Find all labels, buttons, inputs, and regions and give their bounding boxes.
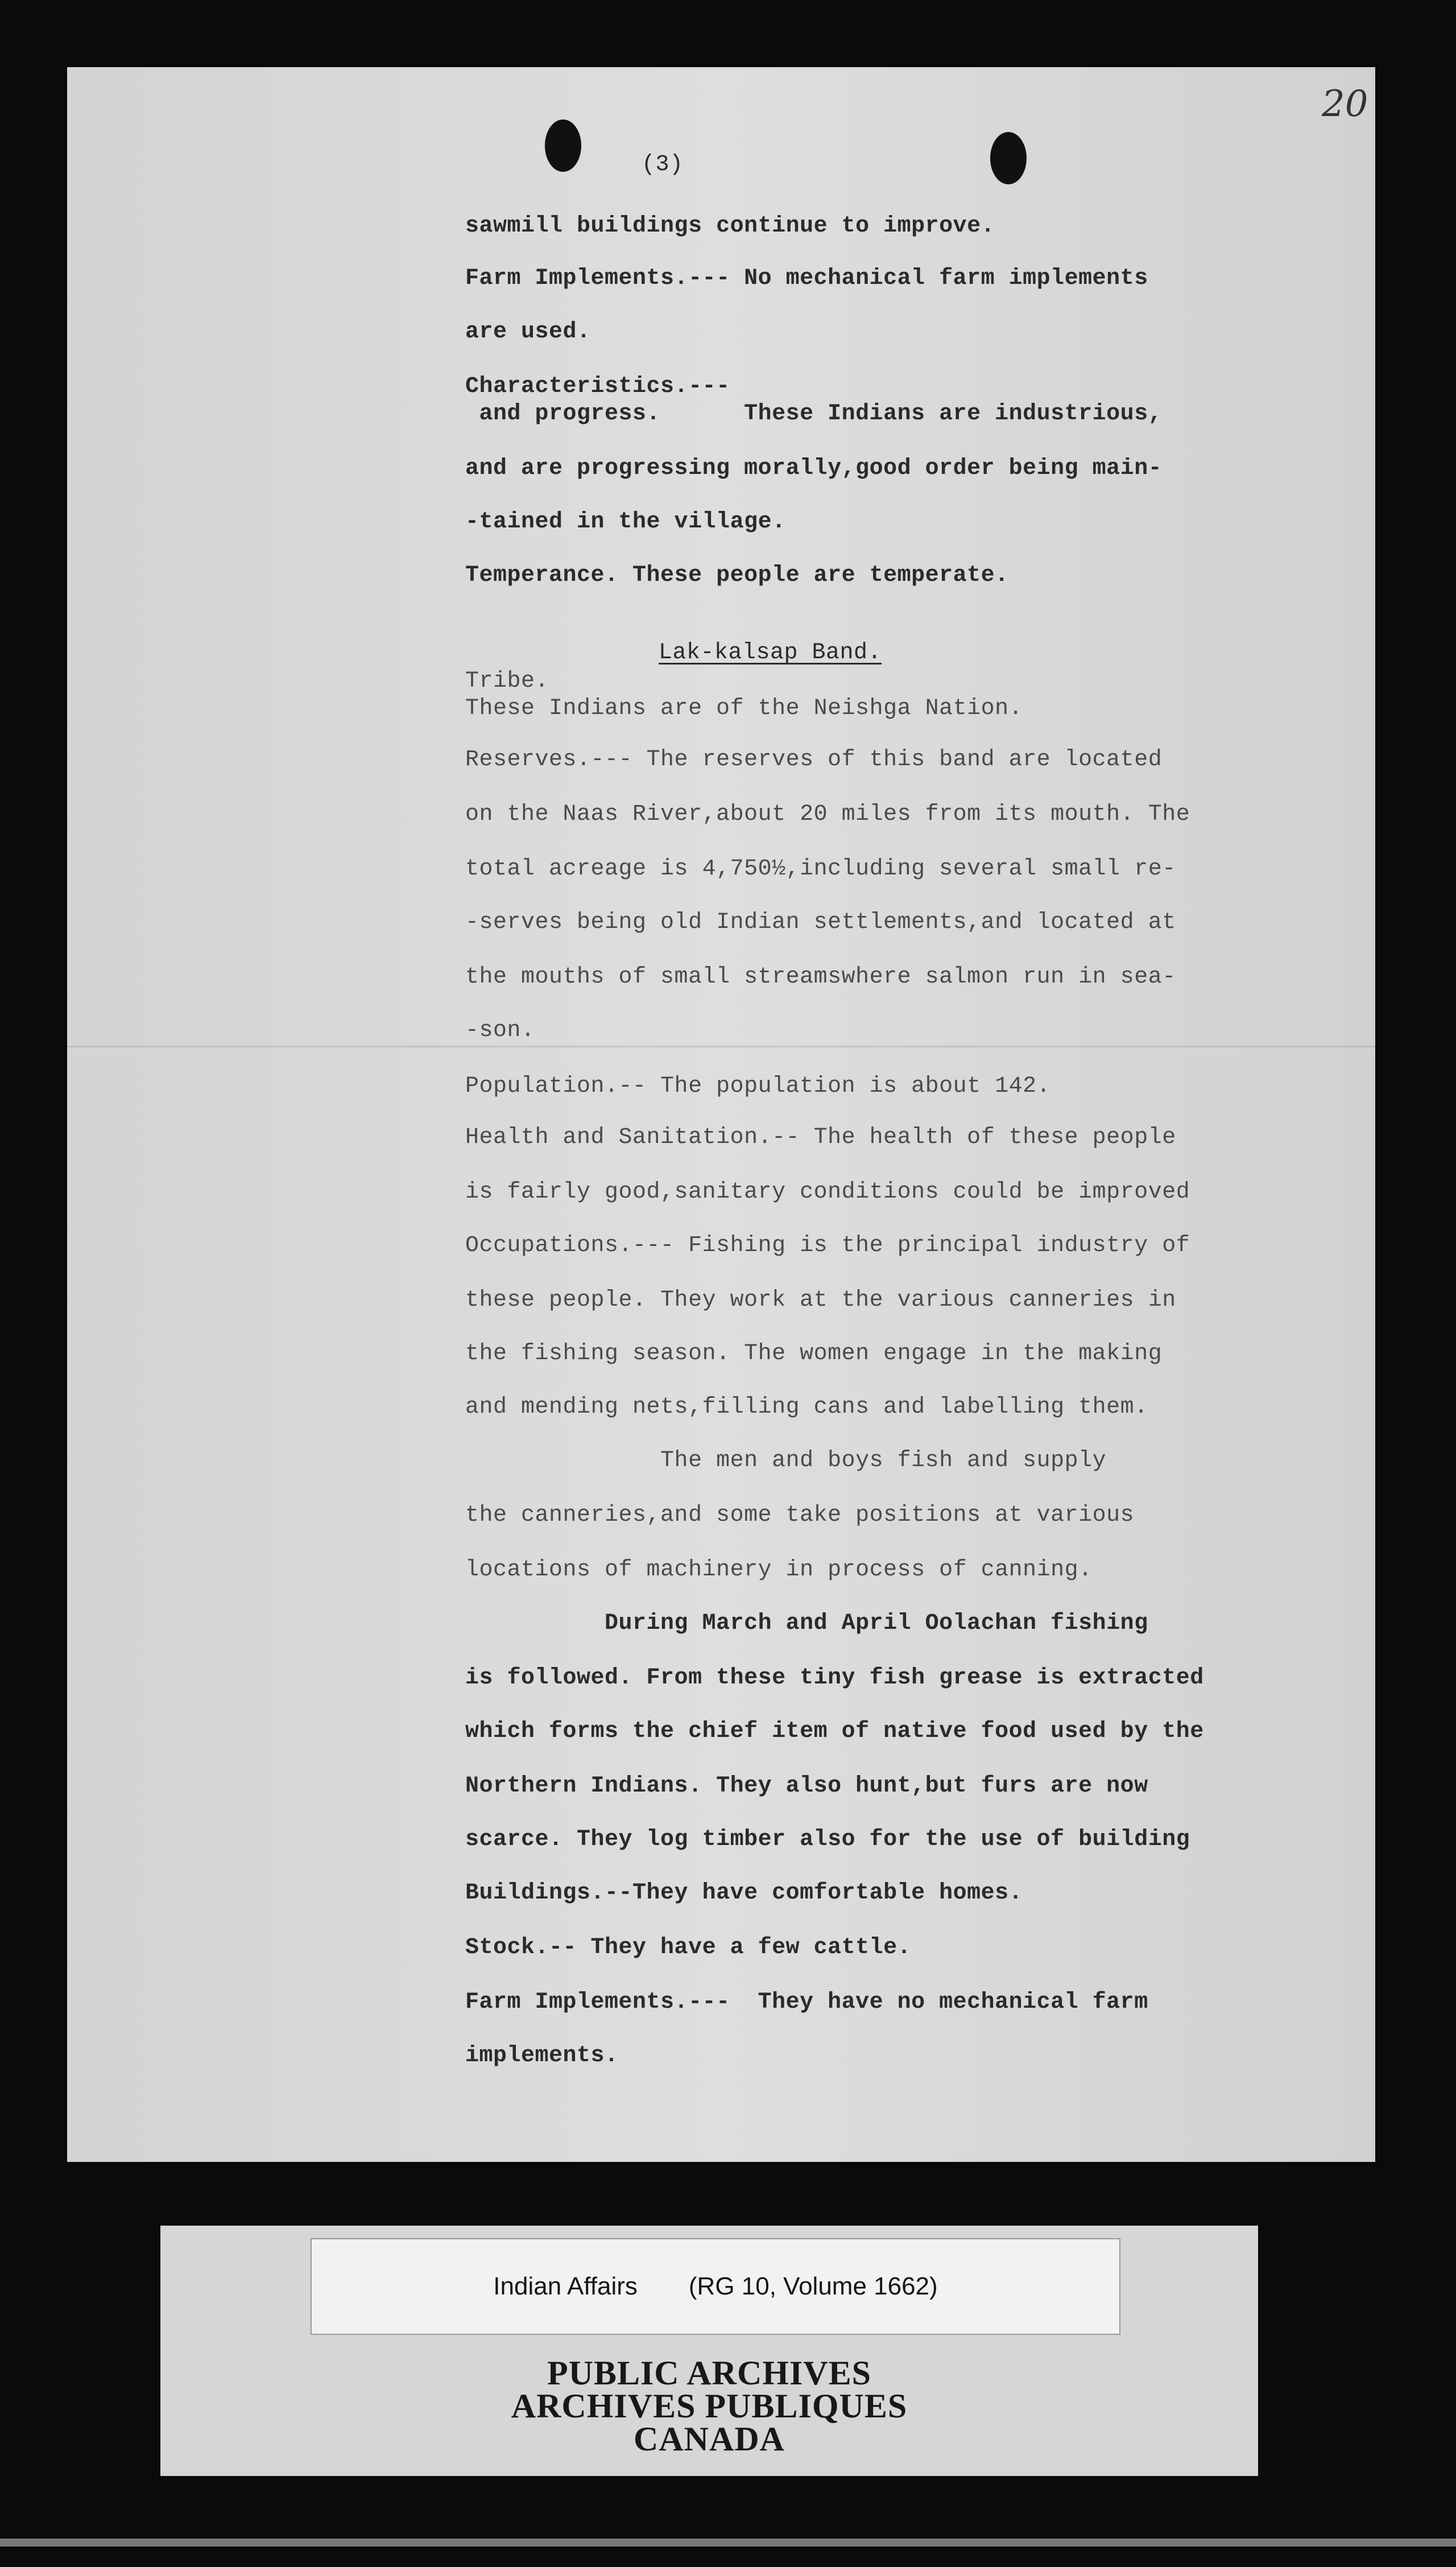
text-line: Health and Sanitation.-- The health of these people xyxy=(465,1125,1176,1150)
text-line: these people. They work at the various canneries in xyxy=(465,1287,1176,1313)
text-line: sawmill buildings continue to improve. xyxy=(465,213,995,239)
text-line: the canneries,and some take positions at various xyxy=(465,1503,1135,1528)
text-line: Farm Implements.--- No mechanical farm implements xyxy=(465,266,1148,291)
text-line: Stock.-- They have a few cattle. xyxy=(465,1935,912,1961)
text-line: total acreage is 4,750½,including several small re- xyxy=(465,856,1176,882)
text-line: scarce. They log timber also for the use of building xyxy=(465,1827,1190,1852)
text-line: Population.-- The population is about 142. xyxy=(465,1074,1051,1099)
text-line: Occupations.--- Fishing is the principal industry of xyxy=(465,1233,1190,1258)
punch-hole-left xyxy=(545,119,581,172)
text-line: Temperance. These people are temperate. xyxy=(465,563,1009,588)
stamp-line: CANADA xyxy=(634,2420,785,2458)
archive-label xyxy=(160,2226,1258,2476)
text-line: and are progressing morally,good order being main- xyxy=(465,456,1163,481)
bottom-strip xyxy=(0,2539,1456,2547)
text-line: -tained in the village. xyxy=(465,509,786,535)
text-line: which forms the chief item of native food used by the xyxy=(465,1719,1204,1744)
text-line: is fairly good,sanitary conditions could be improved xyxy=(465,1179,1190,1205)
page-fold-line xyxy=(67,1046,1375,1047)
text-line: are used. xyxy=(465,319,591,345)
document-page xyxy=(67,67,1375,2162)
text-line: Northern Indians. They also hunt,but furs are now xyxy=(465,1773,1148,1799)
archive-stamp xyxy=(160,2354,1258,2458)
text-line: locations of machinery in process of canning. xyxy=(465,1557,1093,1583)
text-line: Characteristics.--- xyxy=(465,374,730,399)
text-line: on the Naas River,about 20 miles from its mouth. The xyxy=(465,802,1190,827)
text-line: Farm Implements.--- They have no mechanical farm xyxy=(465,1990,1148,2015)
text-line: The men and boys fish and supply xyxy=(465,1448,1107,1474)
text-line: These Indians are of the Neishga Nation. xyxy=(465,696,1023,721)
text-line: implements. xyxy=(465,2043,619,2069)
stamp-line: PUBLIC ARCHIVES xyxy=(547,2354,872,2392)
text-line: During March and April Oolachan fishing xyxy=(465,1611,1148,1636)
text-line: Buildings.--They have comfortable homes. xyxy=(465,1880,1023,1906)
section-heading: Lak-kalsap Band. xyxy=(659,640,882,666)
page-number: (3) xyxy=(642,152,684,178)
text-line: Tribe. xyxy=(465,668,549,694)
folio-number: 20 xyxy=(1322,83,1368,125)
reference-label: (RG 10, Volume 1662) xyxy=(688,2272,938,2300)
text-line: -son. xyxy=(465,1018,535,1043)
text-line: the fishing season. The women engage in the making xyxy=(465,1341,1163,1367)
text-line: and mending nets,filling cans and labelling them. xyxy=(465,1394,1148,1420)
text-line: the mouths of small streamswhere salmon run in sea- xyxy=(465,964,1176,990)
citation-box xyxy=(311,2238,1120,2335)
text-line: Reserves.--- The reserves of this band are located xyxy=(465,747,1163,773)
text-line: is followed. From these tiny fish grease is extracted xyxy=(465,1665,1204,1691)
text-line: -serves being old Indian settlements,and located at xyxy=(465,910,1176,935)
text-line: and progress. These Indians are industrious, xyxy=(465,401,1163,427)
department-label: Indian Affairs xyxy=(493,2272,638,2300)
stamp-line: ARCHIVES PUBLIQUES xyxy=(511,2387,908,2425)
